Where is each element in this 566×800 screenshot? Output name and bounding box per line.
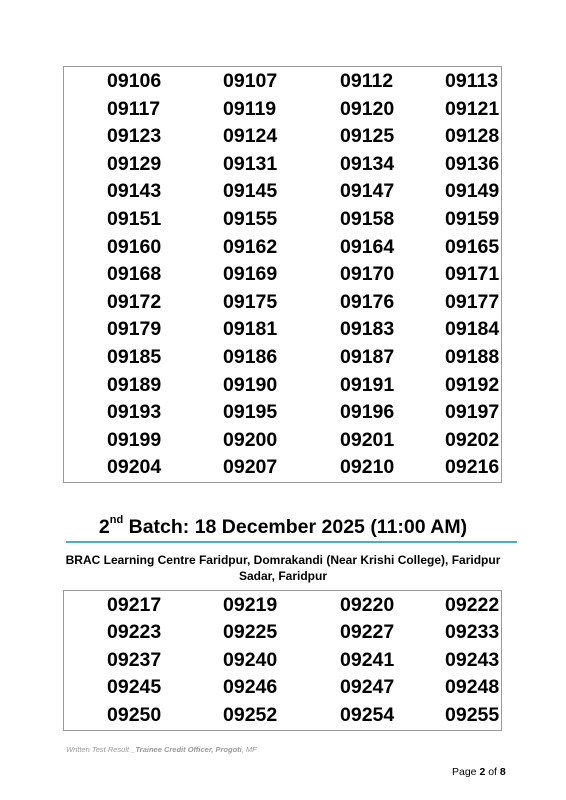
roll-number-cell: 09184 <box>445 318 500 341</box>
roll-number-cell: 09121 <box>445 97 500 120</box>
table-row <box>64 647 501 674</box>
roll-number-cell: 09246 <box>223 676 278 699</box>
roll-number-cell: 09243 <box>445 648 500 671</box>
roll-number-cell: 09164 <box>340 235 395 258</box>
roll-number-cell: 09155 <box>223 208 278 231</box>
table-row <box>64 592 501 619</box>
roll-number-cell: 09207 <box>223 456 278 479</box>
roll-number-cell: 09200 <box>223 428 278 451</box>
roll-number-cell: 09223 <box>107 621 162 644</box>
roll-number-cell: 09237 <box>107 648 162 671</box>
roll-number-cell: 09124 <box>223 125 278 148</box>
table-row <box>64 178 501 206</box>
roll-number-cell: 09196 <box>340 401 395 424</box>
footer-prefix: Written Test Result _ <box>66 745 136 754</box>
roll-number-cell: 09187 <box>340 345 395 368</box>
roll-number-cell: 09158 <box>340 208 395 231</box>
roll-number-cell: 09165 <box>445 235 500 258</box>
table-row <box>64 619 501 646</box>
roll-number-cell: 09143 <box>107 180 162 203</box>
page-label: Page <box>452 766 480 778</box>
roll-number-cell: 09193 <box>107 401 162 424</box>
roll-number-cell: 09183 <box>340 318 395 341</box>
roll-number-cell: 09225 <box>223 621 278 644</box>
footer-suffix: , MF <box>241 745 257 754</box>
roll-number-cell: 09117 <box>107 97 161 120</box>
table-row <box>64 261 501 289</box>
roll-number-cell: 09134 <box>340 152 395 175</box>
roll-number-cell: 09107 <box>223 70 278 93</box>
roll-number-cell: 09171 <box>445 263 500 286</box>
roll-number-cell: 09219 <box>223 593 278 616</box>
roll-number-cell: 09123 <box>107 125 162 148</box>
roll-number-cell: 09172 <box>107 290 162 313</box>
roll-number-cell: 09162 <box>223 235 278 258</box>
footer-note <box>66 745 257 754</box>
footer-role: Trainee Credit Officer, Progoti <box>135 745 242 754</box>
roll-number-cell: 09120 <box>340 97 395 120</box>
roll-number-cell: 09169 <box>223 263 278 286</box>
roll-number-cell: 09128 <box>445 125 500 148</box>
roll-number-cell: 09131 <box>223 152 278 175</box>
roll-number-cell: 09113 <box>445 70 499 93</box>
roll-number-table-batch-2 <box>63 590 502 731</box>
page-of: of <box>485 766 500 778</box>
roll-number-cell: 09151 <box>107 208 162 231</box>
roll-number-cell: 09248 <box>445 676 500 699</box>
roll-number-cell: 09192 <box>445 373 500 396</box>
table-row <box>64 289 501 317</box>
heading-underline <box>66 541 517 543</box>
roll-number-cell: 09189 <box>107 373 162 396</box>
table-row <box>64 68 501 96</box>
roll-number-cell: 09202 <box>445 428 500 451</box>
roll-number-cell: 09233 <box>445 621 500 644</box>
roll-number-cell: 09216 <box>445 456 500 479</box>
roll-number-cell: 09197 <box>445 401 500 424</box>
roll-number-cell: 09210 <box>340 456 395 479</box>
roll-number-cell: 09201 <box>340 428 395 451</box>
roll-number-cell: 09191 <box>340 373 395 396</box>
table-row <box>64 234 501 262</box>
venue-address: BRAC Learning Centre Faridpur, Domrakandi (Near Krishi College), Faridpur Sadar, Faridpur <box>65 553 501 583</box>
roll-number-cell: 09252 <box>223 703 278 726</box>
batch-heading <box>0 516 566 539</box>
roll-number-cell: 09241 <box>340 648 395 671</box>
table-row <box>64 454 501 482</box>
table-row <box>64 674 501 701</box>
roll-number-cell: 09177 <box>445 290 500 313</box>
roll-number-cell: 09179 <box>107 318 162 341</box>
roll-number-cell: 09190 <box>223 373 278 396</box>
table-row <box>64 123 501 151</box>
table-row <box>64 206 501 234</box>
roll-number-cell: 09136 <box>445 152 500 175</box>
roll-number-cell: 09199 <box>107 428 162 451</box>
roll-number-cell: 09227 <box>340 621 395 644</box>
roll-number-cell: 09170 <box>340 263 395 286</box>
roll-number-cell: 09247 <box>340 676 395 699</box>
roll-number-cell: 09222 <box>445 593 500 616</box>
table-row <box>64 344 501 372</box>
roll-number-cell: 09159 <box>445 208 500 231</box>
roll-number-cell: 09176 <box>340 290 395 313</box>
table-row <box>64 96 501 124</box>
batch-number: 2 <box>98 516 110 538</box>
roll-number-cell: 09240 <box>223 648 278 671</box>
table-row <box>64 427 501 455</box>
roll-number-cell: 09106 <box>107 70 162 93</box>
batch-title-text: Batch: 18 December 2025 (11:00 AM) <box>123 516 468 538</box>
page-number <box>452 766 506 778</box>
page-current: 2 <box>479 766 486 778</box>
table-row <box>64 372 501 400</box>
table-row <box>64 702 501 729</box>
roll-number-cell: 09250 <box>107 703 162 726</box>
roll-number-cell: 09129 <box>107 152 162 175</box>
roll-number-cell: 09125 <box>340 125 395 148</box>
roll-number-cell: 09220 <box>340 593 395 616</box>
roll-number-cell: 09245 <box>107 676 162 699</box>
roll-number-cell: 09160 <box>107 235 162 258</box>
roll-number-cell: 09204 <box>107 456 162 479</box>
roll-number-cell: 09145 <box>223 180 278 203</box>
roll-number-cell: 09175 <box>223 290 278 313</box>
roll-number-cell: 09186 <box>223 345 278 368</box>
roll-number-cell: 09168 <box>107 263 162 286</box>
roll-number-cell: 09217 <box>107 593 162 616</box>
batch-ordinal-suffix: nd <box>109 514 124 526</box>
roll-number-table-batch-1 <box>63 66 502 483</box>
roll-number-cell: 09112 <box>340 70 394 93</box>
roll-number-cell: 09119 <box>223 97 277 120</box>
roll-number-cell: 09181 <box>223 318 278 341</box>
roll-number-cell: 09147 <box>340 180 395 203</box>
roll-number-cell: 09254 <box>340 703 395 726</box>
table-row <box>64 151 501 179</box>
roll-number-cell: 09188 <box>445 345 500 368</box>
roll-number-cell: 09195 <box>223 401 278 424</box>
roll-number-cell: 09255 <box>445 703 500 726</box>
table-row <box>64 399 501 427</box>
roll-number-cell: 09149 <box>445 180 500 203</box>
roll-number-cell: 09185 <box>107 345 162 368</box>
page-total: 8 <box>499 766 506 778</box>
table-row <box>64 316 501 344</box>
